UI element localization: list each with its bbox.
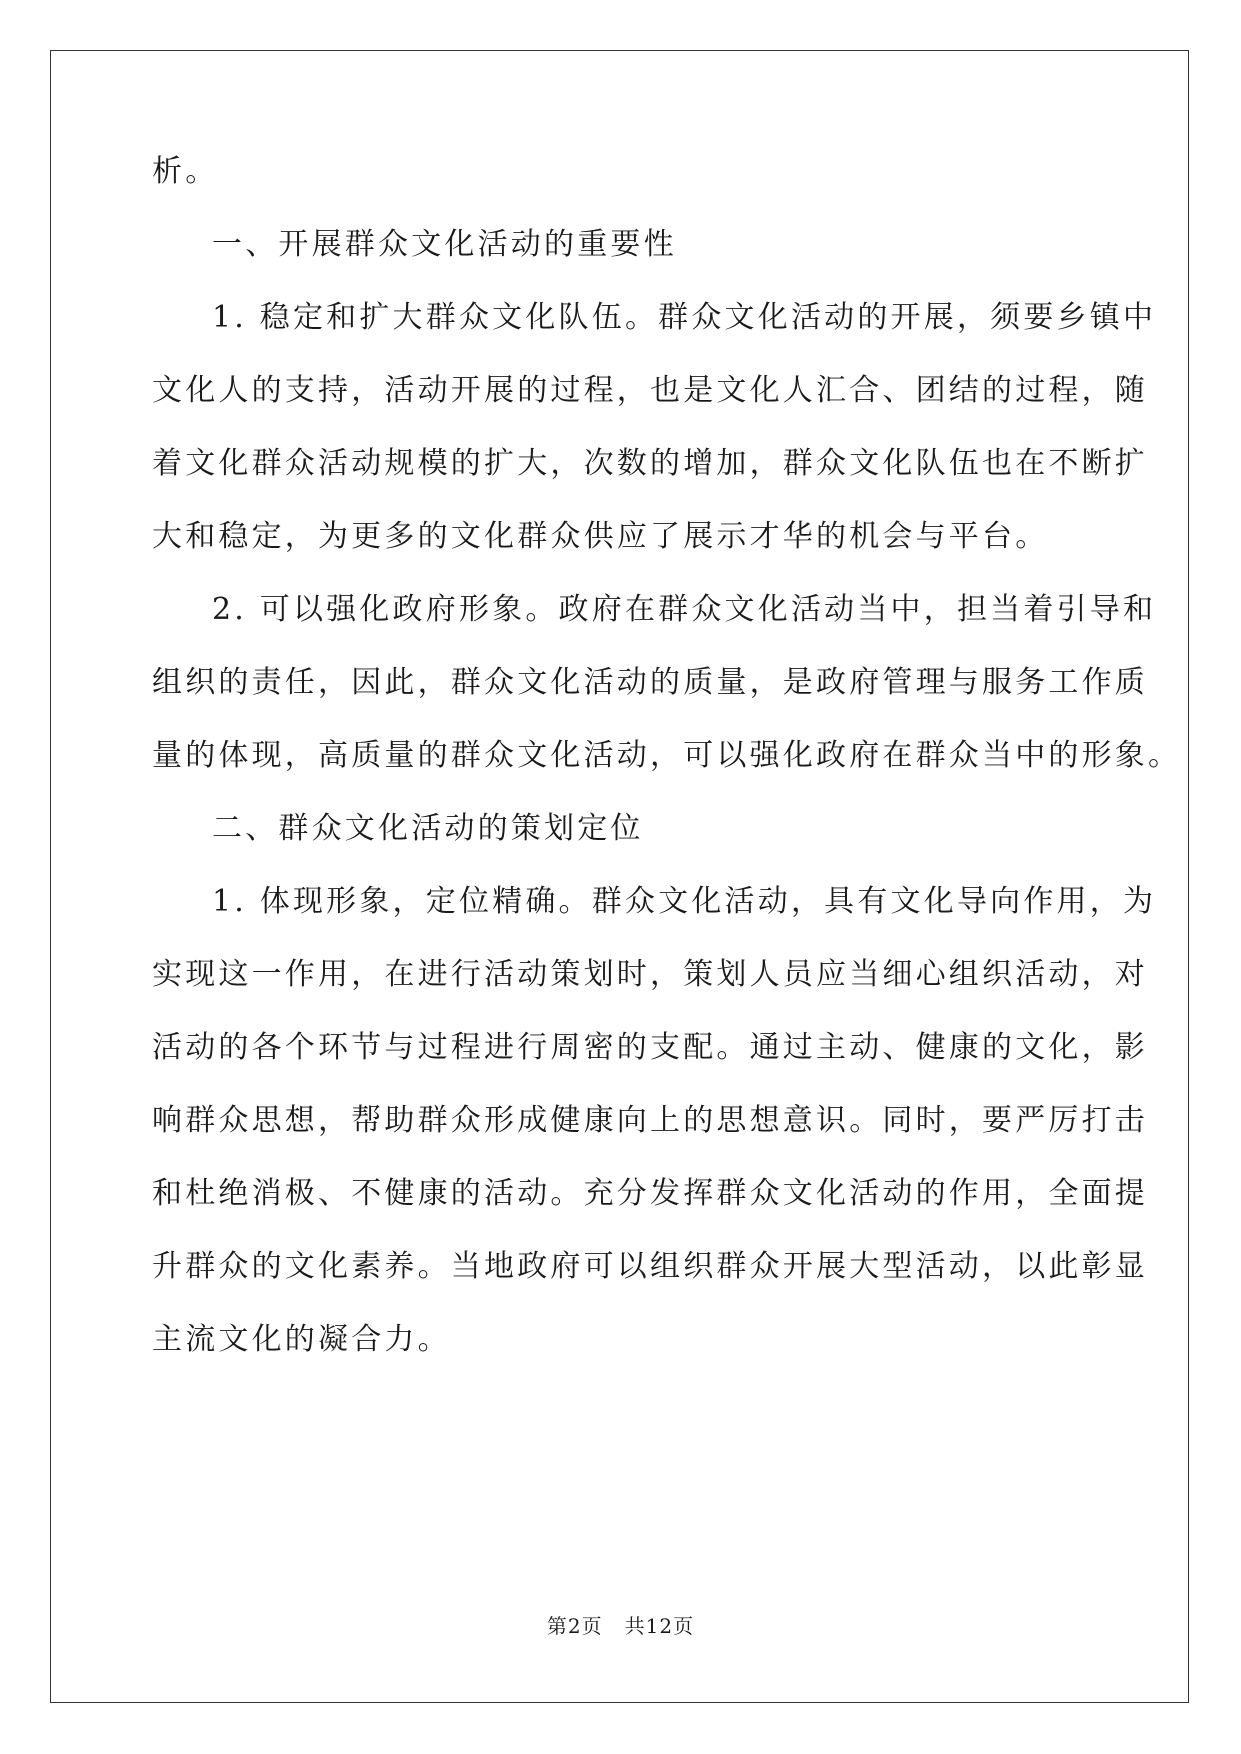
paragraph-line: 大和稳定，为更多的文化群众供应了展示才华的机会与平台。 [152, 519, 1049, 554]
paragraph-line: 量的体现，高质量的群众文化活动，可以强化政府在群众当中的形象。 [152, 738, 1182, 773]
page-footer [0, 1613, 1241, 1639]
paragraph-line: 和杜绝消极、不健康的活动。充分发挥群众文化活动的作用，全面提 [152, 1176, 1148, 1211]
paragraph-line: 文化人的支持，活动开展的过程，也是文化人汇合、团结的过程，随 [152, 373, 1148, 408]
paragraph-line: 实现这一作用，在进行活动策划时，策划人员应当细心组织活动，对 [152, 957, 1148, 992]
paragraph-line: 1. 体现形象，定位精确。群众文化活动，具有文化导向作用，为 [212, 884, 1157, 919]
paragraph-line: 主流文化的凝合力。 [152, 1322, 451, 1357]
section-heading: 二、群众文化活动的策划定位 [212, 811, 644, 846]
page-number: 第2页 [546, 1614, 603, 1638]
paragraph-line: 析。 [152, 154, 219, 189]
paragraph-line: 响群众思想，帮助群众形成健康向上的思想意识。同时，要严厉打击 [152, 1103, 1148, 1138]
page-total: 共12页 [624, 1614, 695, 1638]
section-heading: 一、开展群众文化活动的重要性 [212, 227, 677, 262]
paragraph-line: 1. 稳定和扩大群众文化队伍。群众文化活动的开展，须要乡镇中 [212, 300, 1157, 335]
paragraph-line: 着文化群众活动规模的扩大，次数的增加，群众文化队伍也在不断扩 [152, 446, 1148, 481]
paragraph-line: 组织的责任，因此，群众文化活动的质量，是政府管理与服务工作质 [152, 665, 1148, 700]
paragraph-line: 2. 可以强化政府形象。政府在群众文化活动当中，担当着引导和 [212, 592, 1157, 627]
paragraph-line: 升群众的文化素养。当地政府可以组织群众开展大型活动，以此彰显 [152, 1249, 1148, 1284]
paragraph-line: 活动的各个环节与过程进行周密的支配。通过主动、健康的文化，影 [152, 1030, 1148, 1065]
